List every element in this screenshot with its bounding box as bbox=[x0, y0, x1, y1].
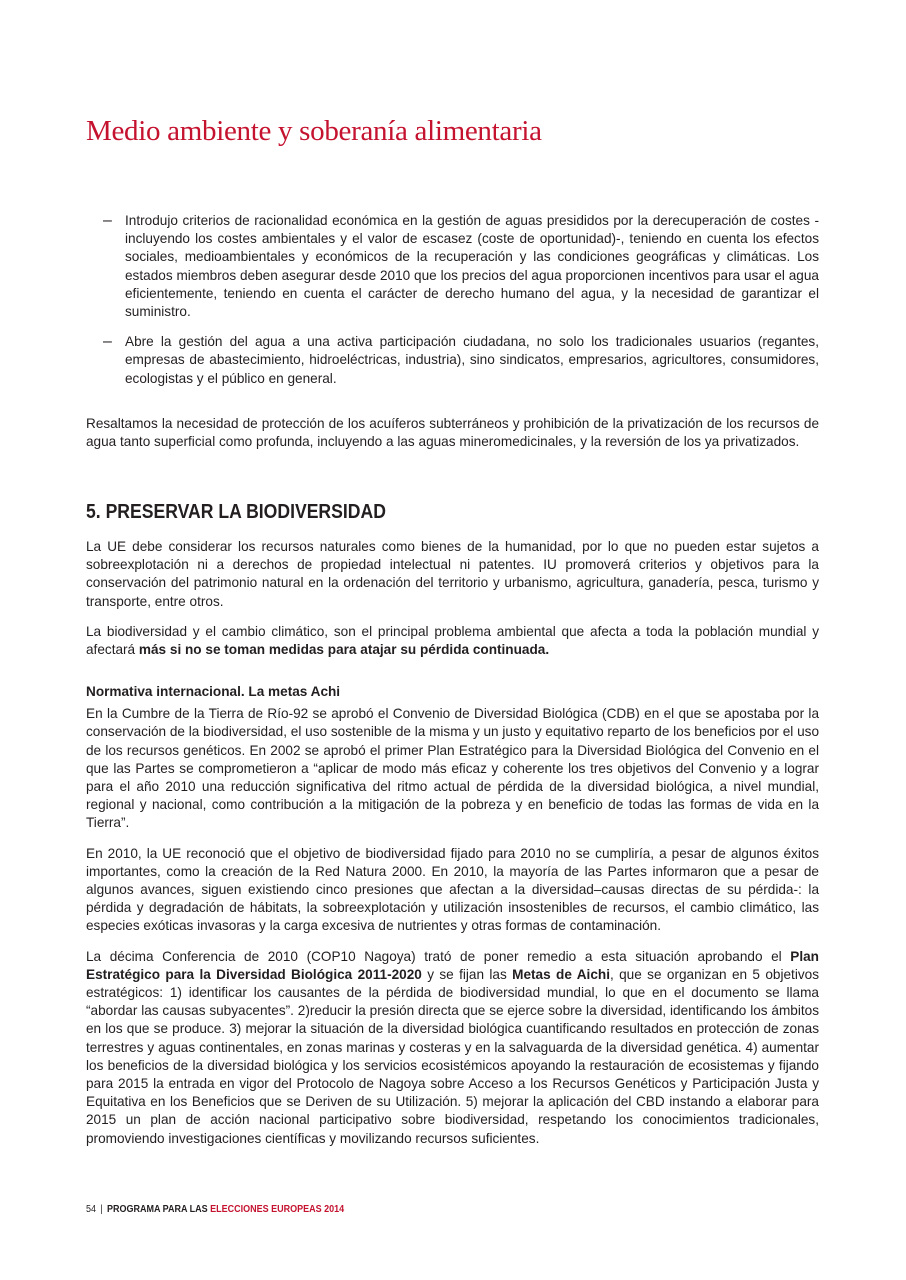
page-number: 54 bbox=[86, 1204, 97, 1215]
footer-program-label: PROGRAMA PARA LAS bbox=[106, 1204, 208, 1215]
dash-bullet: – bbox=[103, 212, 112, 229]
bullet-text: Introdujo criterios de racionalidad económica en la gestión de aguas presididos por la derecuperación de costes -incluyendo los costes ambientales y el valor de escasez (coste de oportunidad)-, teniendo en cuenta los efectos sociales, medioambientales y económicos de la recuperación y las condiciones geográficas y climáticas. Los estados miembros deben asegurar desde 2010 que los precios del agua proporcionen incentivos para usar el agua eficientemente, teniendo en cuenta el carácter de derecho humano del agua, y la necesidad de garantizar el suministro. bbox=[125, 213, 819, 320]
section-heading: 5. PRESERVAR LA BIODIVERSIDAD bbox=[86, 501, 386, 523]
bullet-text: Abre la gestión del agua a una activa participación ciudadana, no solo los tradicionales usuarios (regantes, empresas de abastecimiento, hidroeléctricas, industria), sino sindicatos, empresarios, agricultores, consumidores, ecologistas y el público en general. bbox=[125, 334, 819, 386]
chapter-title: Medio ambiente y soberanía alimentaria bbox=[86, 115, 542, 147]
paragraph-acuiferos: Resaltamos la necesidad de protección de los acuíferos subterráneos y prohibición de la privatización de los recursos de agua tanto superficial como profunda, incluyendo a las aguas mineromedicinales, y la reversión de los ya privatizados. bbox=[86, 416, 819, 450]
bullet-list bbox=[103, 212, 819, 400]
page-footer bbox=[86, 1204, 344, 1216]
footer-separator: | bbox=[100, 1204, 103, 1215]
paragraph-5-text-2: y se fijan las bbox=[421, 966, 513, 982]
section-body bbox=[86, 538, 819, 1148]
paragraph-5-bold-1: Plan Estratégico para la Diversidad Biológica 2011-2020 bbox=[86, 948, 819, 982]
paragraph-3: En la Cumbre de la Tierra de Río-92 se aprobó el Convenio de Diversidad Biológica (CDB) en el que se apostaba por la conservación de la biodiversidad, el uso sostenible de la misma y un justo y equitativo reparto de los beneficios por el uso de los recursos genéticos. En 2002 se aprobó el primer Plan Estratégico para la Diversidad Biológica del Convenio en el que las Partes se comprometieron a “aplicar de modo más eficaz y coherente los tres objetivos del Convenio y a lograr para el año 2010 una reducción significativa del ritmo actual de pérdida de la diversidad biológica, a nivel mundial, regional y nacional, como contribución a la mitigación de la pobreza y en beneficio de todas las formas de vida en la Tierra”. bbox=[86, 706, 819, 831]
list-item bbox=[103, 212, 819, 321]
subheading: Normativa internacional. La metas Achi bbox=[86, 684, 341, 700]
paragraph-1: La UE debe considerar los recursos naturales como bienes de la humanidad, por lo que no pueden estar sujetos a sobreexplotación ni a derechos de propiedad intelectual ni patentes. IU promoverá criterios y objetivos para la conservación del patrimonio natural en la ordenación del territorio y urbanismo, agricultura, ganadería, pesca, turismo y transporte, entre otros. bbox=[86, 539, 819, 609]
paragraph-4: En 2010, la UE reconoció que el objetivo de biodiversidad fijado para 2010 no se cumpliría, a pesar de algunos éxitos importantes, como la creación de la Red Natura 2000. En 2010, la mayoría de las Partes informaron que a pesar de algunos avances, siguen existiendo cinco presiones que afectan a la diversidad–causas directas de su pérdida-: la pérdida y degradación de hábitats, la sobreexplotación y utilización insostenibles de recursos, el cambio climático, las especies exóticas invasoras y la carga excesiva de nutrientes y otras formas de contaminación. bbox=[86, 845, 819, 934]
paragraph-5-bold-2: Metas de Aichi bbox=[512, 966, 610, 982]
list-item bbox=[103, 333, 819, 388]
paragraph-5-text-1: La décima Conferencia de 2010 (COP10 Nagoya) trató de poner remedio a esta situación aprobando el bbox=[86, 948, 791, 964]
paragraph-5-text-3: , que se organizan en 5 objetivos estratégicos: 1) identificar los causantes de la pérdida de biodiversidad mundial, lo que en el documento se llama “abordar las causas subyacentes”. 2)reducir la presión directa que se ejerce sobre la diversidad, identificando los ámbitos en los que se produce. 3) mejorar la situación de la diversidad biológica cuantificando resultados en protección de zonas terrestres y aguas continentales, en zonas marinas y costeras y en la salvaguarda de la diversidad genética. 4) aumentar los beneficios de la diversidad biológica y los servicios ecosistémicos apoyando la restauración de ecosistemas y fijando para 2015 la entrada en vigor del Protocolo de Nagoya sobre Acceso a los Recursos Genéticos y Participación Justa y Equitativa en los Beneficios que se Deriven de su Utilización. 5) mejorar la aplicación del CBD instando a elaborar para 2015 un plan de acción nacional participativo sobre biodiversidad, respetando los conocimientos tradicionales, promoviendo investigaciones científicas y movilizando recursos suficientes. bbox=[86, 966, 820, 1146]
paragraph-2 bbox=[86, 623, 819, 659]
paragraph-2-bold: más si no se toman medidas para atajar su pérdida continuada. bbox=[138, 642, 550, 658]
footer-elections-label: ELECCIONES EUROPEAS 2014 bbox=[210, 1204, 345, 1215]
dash-bullet: – bbox=[103, 333, 112, 351]
paragraph-acuiferos-block bbox=[86, 415, 819, 451]
paragraph-5 bbox=[86, 948, 819, 1148]
paragraph-2-text: La biodiversidad y el cambio climático, son el principal problema ambiental que afecta a toda la población mundial y afectará bbox=[86, 623, 819, 658]
